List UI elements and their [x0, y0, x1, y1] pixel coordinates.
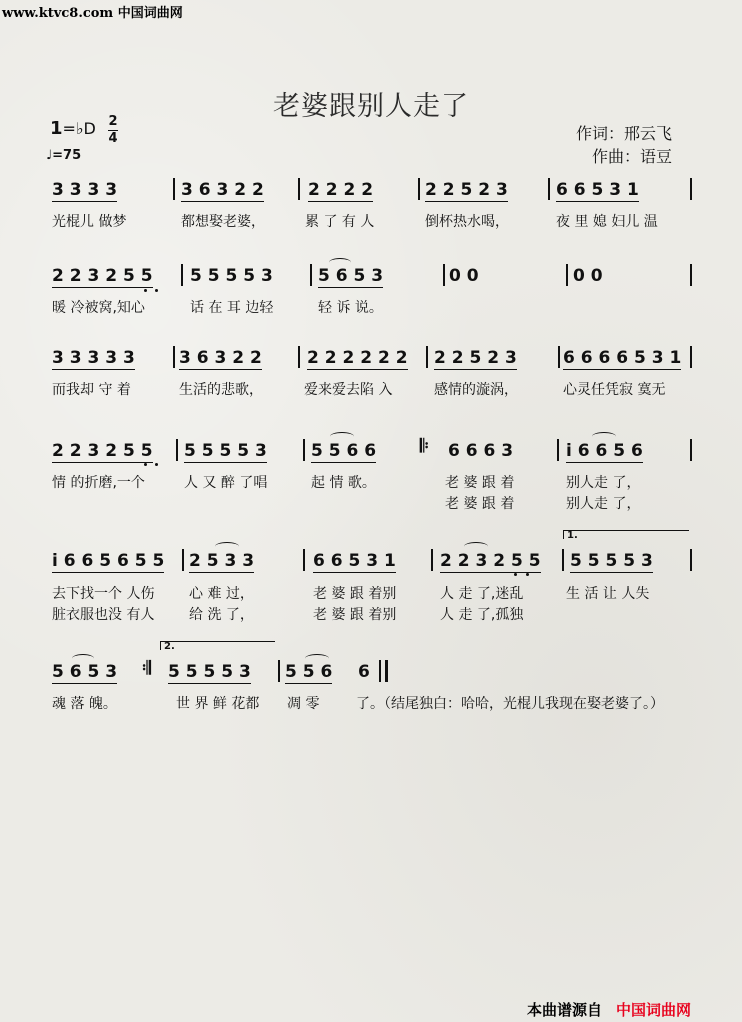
key-tonic: 1	[50, 118, 63, 139]
bar-line	[173, 178, 175, 200]
lyric-line: 起 情 歌。	[311, 475, 376, 491]
tie-arc	[592, 432, 616, 441]
measure-notes: 0 0	[573, 266, 603, 286]
measure-notes: 2 2 3 2 5 5	[440, 551, 541, 571]
measure-notes: 3 3 3 3 3	[52, 348, 135, 368]
lyric-line-verse2: 别人走 了，	[566, 496, 641, 512]
bar-line	[310, 264, 312, 286]
lyric-line: 感情的漩涡，	[434, 382, 518, 398]
bar-line	[298, 346, 300, 368]
lyric-line: 生 活 让 人失	[566, 586, 650, 602]
measure-notes: 2 2 3 2 5 5	[52, 441, 153, 461]
measure-notes: 6 6 6 6 5 3 1	[563, 348, 682, 368]
composer-credit: 作曲：语豆	[592, 147, 673, 166]
measure-notes: 2 2 2 2 2 2	[307, 348, 408, 368]
lyric-line: 心灵任凭寂 寞无	[563, 382, 666, 398]
measure-notes: 3 6 3 2 2	[181, 180, 264, 200]
tie-arc	[330, 432, 354, 441]
bar-line	[566, 264, 568, 286]
meter-top: 2	[108, 114, 118, 129]
footer-source[interactable]	[527, 999, 691, 1020]
lyric-line: 夜 里 媳 妇儿 温	[556, 214, 658, 230]
lyric-line: 光棍儿 做梦	[52, 214, 127, 230]
footer-source-label: 本曲谱源自	[527, 1001, 603, 1019]
volta-1: 1.	[563, 530, 689, 539]
lyric-line-verse2: 给 洗 了，	[189, 607, 254, 623]
measure-notes: 0 0	[449, 266, 479, 286]
low-octave-dot	[514, 573, 517, 576]
low-octave-dot	[155, 289, 158, 292]
measure-notes: 6 6 5 3 1	[556, 180, 639, 200]
low-octave-dot	[155, 463, 158, 466]
lyric-line: 别人走 了，	[566, 475, 641, 491]
time-signature	[108, 115, 118, 146]
bar-line	[379, 660, 381, 682]
measure-notes: 5 5 6	[285, 662, 333, 682]
bar-line	[690, 549, 692, 571]
tempo-mark: ♩=75	[46, 148, 82, 163]
lyric-line: 人 又 醉 了唱	[184, 475, 268, 491]
lyric-line: 凋 零	[287, 696, 320, 712]
lyric-line: 去下找一个 人伤	[52, 586, 155, 602]
measure-notes: 2 2 5 2 3	[425, 180, 508, 200]
lyric-line: 人 走 了,迷乱	[440, 586, 524, 602]
measure-notes: 3 6 3 2 2	[179, 348, 262, 368]
bar-line	[182, 549, 184, 571]
meter-bottom: 4	[108, 131, 118, 146]
lyric-line: 累 了 有 人	[305, 214, 375, 230]
tie-arc	[215, 542, 239, 551]
bar-line	[173, 346, 175, 368]
measure-notes: 5 5 5 5 3	[190, 266, 273, 286]
tie-arc	[329, 258, 351, 267]
key-signature	[50, 118, 96, 139]
lyric-line-verse2: 老 婆 跟 着	[445, 496, 515, 512]
lyric-line: 暖 冷被窝,知心	[52, 300, 145, 316]
bar-line	[443, 264, 445, 286]
lyric-line: 话 在 耳 边轻	[190, 300, 274, 316]
bar-line	[176, 439, 178, 461]
bar-line	[431, 549, 433, 571]
measure-notes: 6	[358, 662, 370, 682]
tie-arc	[72, 654, 94, 663]
measure-notes: 2 2 5 2 3	[434, 348, 517, 368]
lyric-line: 而我却 守 着	[52, 382, 131, 398]
lyric-line: 倒杯热水喝，	[425, 214, 509, 230]
measure-notes: 5 5 6 6	[311, 441, 377, 461]
lyric-line-verse2: 人 走 了,孤独	[440, 607, 524, 623]
bar-line	[557, 439, 559, 461]
closing-monologue: 了。（结尾独白：哈哈，光棍儿我现在娶老婆了。）	[356, 696, 664, 712]
key-value: =♭D	[62, 119, 96, 138]
bar-line	[558, 346, 560, 368]
low-octave-dot	[526, 573, 529, 576]
measure-notes: 6 6 6 3	[448, 441, 514, 461]
final-bar-line	[385, 660, 388, 682]
measure-notes: i 6 6 5 6 5 5	[52, 551, 165, 571]
measure-notes: 5 6 5 3	[52, 662, 118, 682]
bar-line	[298, 178, 300, 200]
bar-line	[418, 178, 420, 200]
bar-line	[690, 178, 692, 200]
lyric-line: 轻 诉 说。	[318, 300, 383, 316]
bar-line	[303, 549, 305, 571]
measure-notes: 2 2 2 2	[308, 180, 374, 200]
bar-line	[690, 264, 692, 286]
lyric-line: 魂 落 魄。	[52, 696, 117, 712]
measure-notes: 2 2 3 2 5 5	[52, 266, 153, 286]
lyric-line: 都想娶老婆，	[181, 214, 265, 230]
lyric-line: 世 界 鲜 花都	[176, 696, 260, 712]
lyric-line: 情 的折磨,一个	[52, 475, 145, 491]
bar-line	[426, 346, 428, 368]
tie-arc	[464, 542, 488, 551]
measure-notes: 2 5 3 3	[189, 551, 255, 571]
lyric-line-verse2: 脏衣服也没 有人	[52, 607, 155, 623]
song-title: 老婆跟别人走了	[273, 91, 469, 122]
bar-line	[548, 178, 550, 200]
volta-2: 2.	[160, 641, 275, 650]
bar-line	[303, 439, 305, 461]
measure-notes: 5 5 5 5 3	[570, 551, 653, 571]
footer-brand-link[interactable]: 中国词曲网	[616, 1001, 692, 1019]
tie-arc	[305, 654, 329, 663]
lyric-line: 生活的悲歌，	[179, 382, 263, 398]
measure-notes: 5 5 5 5 3	[168, 662, 251, 682]
low-octave-dot	[144, 463, 147, 466]
site-header[interactable]: www.ktvc8.com 中国词曲网	[2, 6, 183, 21]
bar-line	[278, 660, 280, 682]
lyric-line: 心 难 过，	[189, 586, 254, 602]
bar-line	[690, 439, 692, 461]
measure-notes: 6 6 5 3 1	[313, 551, 396, 571]
measure-notes: 5 5 5 5 3	[184, 441, 267, 461]
bar-line	[181, 264, 183, 286]
repeat-start-sign: 𝄆	[420, 436, 429, 457]
lyric-line: 老 婆 跟 着	[445, 475, 515, 491]
repeat-end-sign: 𝄇	[142, 658, 151, 679]
low-octave-dot	[144, 289, 147, 292]
measure-notes: 5 6 5 3	[318, 266, 384, 286]
bar-line	[690, 346, 692, 368]
lyric-line: 老 婆 跟 着别	[313, 586, 397, 602]
measure-notes: 3 3 3 3	[52, 180, 118, 200]
lyric-line: 爱来爱去陷 入	[304, 382, 393, 398]
measure-notes: i 6 6 5 6	[566, 441, 643, 461]
bar-line	[562, 549, 564, 571]
lyric-line-verse2: 老 婆 跟 着别	[313, 607, 397, 623]
lyricist-credit: 作词：邢云飞	[576, 124, 673, 143]
